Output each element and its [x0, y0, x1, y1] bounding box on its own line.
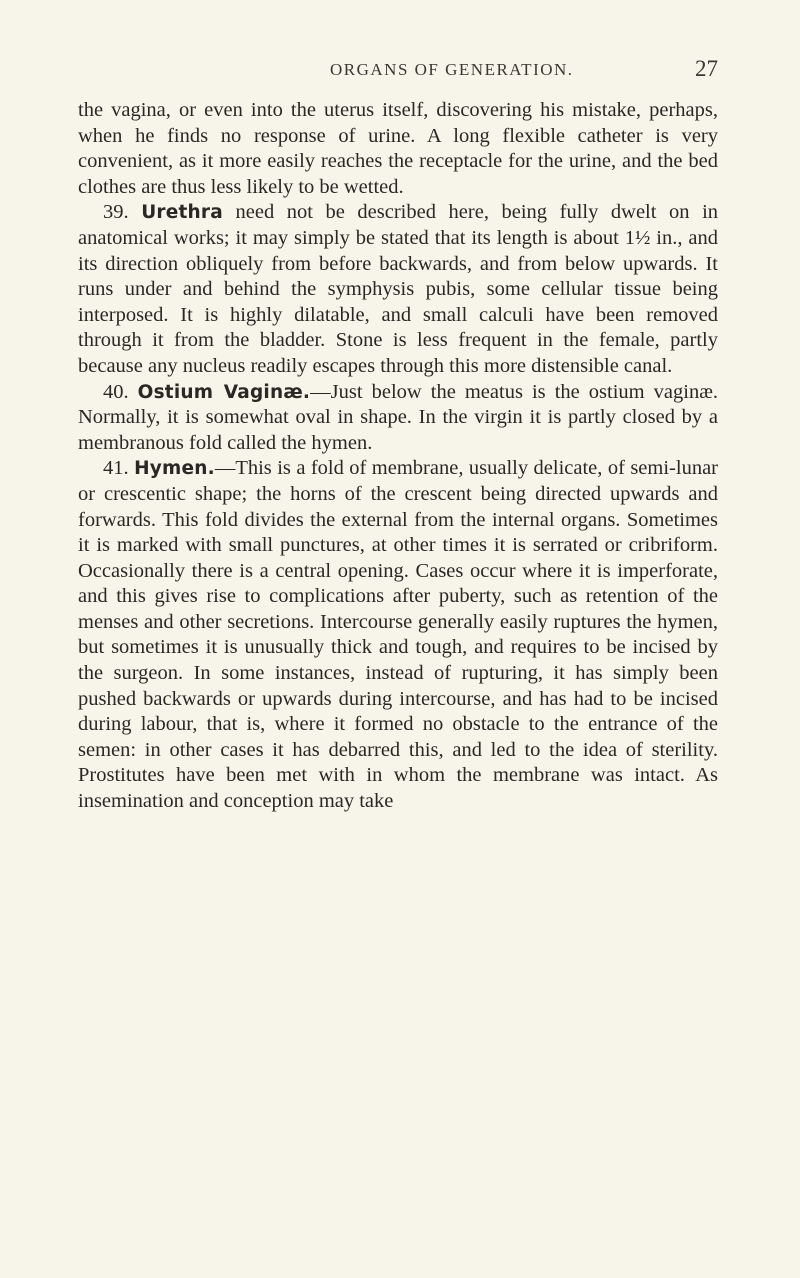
paragraph-ostium-vaginae: [78, 380, 718, 457]
paragraph-text: the vagina, or even into the uterus itself, discovering his mistake, perhaps, when he finds no response of urine. A long flexible catheter is very convenient, as it more easily reaches the receptacle for the urine, and the bed clothes are thus less likely to be wetted.: [78, 99, 718, 198]
section-number: 40.: [103, 380, 129, 403]
paragraph-text: —This is a fold of membrane, usually delicate, of semi-lunar or crescentic shape; the horns of the crescent being directed upwards and forwards. This fold divides the external from the internal organs. Sometimes it is marked with small punctures, at other times it is serrated or cribriform. Occasionally there is a central opening. Cases occur where it is imperforate, and this gives rise to complications after puberty, such as retention of the menses and other secretions. Intercourse generally easily ruptures the hymen, but sometimes it is unusually thick and tough, and requires to be incised by the surgeon. In some instances, instead of rupturing, it has simply been pushed backwards or upwards during intercourse, and has had to be incised during labour, that is, where it formed no obstacle to the entrance of the semen: in other cases it has debarred this, and led to the idea of sterility. Prostitutes have been met with in whom the membrane was intact. As insemination and conception may take: [78, 457, 718, 813]
body-text: [78, 98, 718, 815]
paragraph-continuation: [78, 98, 718, 200]
section-heading: Urethra: [141, 202, 223, 224]
page-number: 27: [695, 56, 718, 81]
section-heading: Ostium Vaginæ.: [137, 381, 311, 403]
paragraph-text: need not be described here, being fully dwelt on in anatomical works; it may simply be stated that its length is about 1½ in., and its direction obliquely from before backwards, and from below upwards. It runs under and behind the symphysis pubis, some cellular tissue being interposed. It is highly dilatable, and small calculi have been removed through it from the bladder. Stone is less frequent in the female, partly because any nucleus readily escapes through this more distensible canal.: [78, 201, 719, 377]
section-number: 41.: [103, 457, 129, 480]
paragraph-text: —Just below the meatus is the ostium vaginæ. Normally, it is somewhat oval in shape. In the virgin it is partly closed by a membranous fold called the hymen.: [78, 380, 718, 454]
section-heading: Hymen.: [134, 458, 215, 480]
running-head: [0, 58, 800, 88]
section-number: 39.: [103, 201, 129, 224]
running-head-title: ORGANS OF GENERATION.: [330, 60, 574, 79]
paragraph-hymen: [78, 456, 718, 814]
paragraph-urethra: [78, 200, 718, 379]
